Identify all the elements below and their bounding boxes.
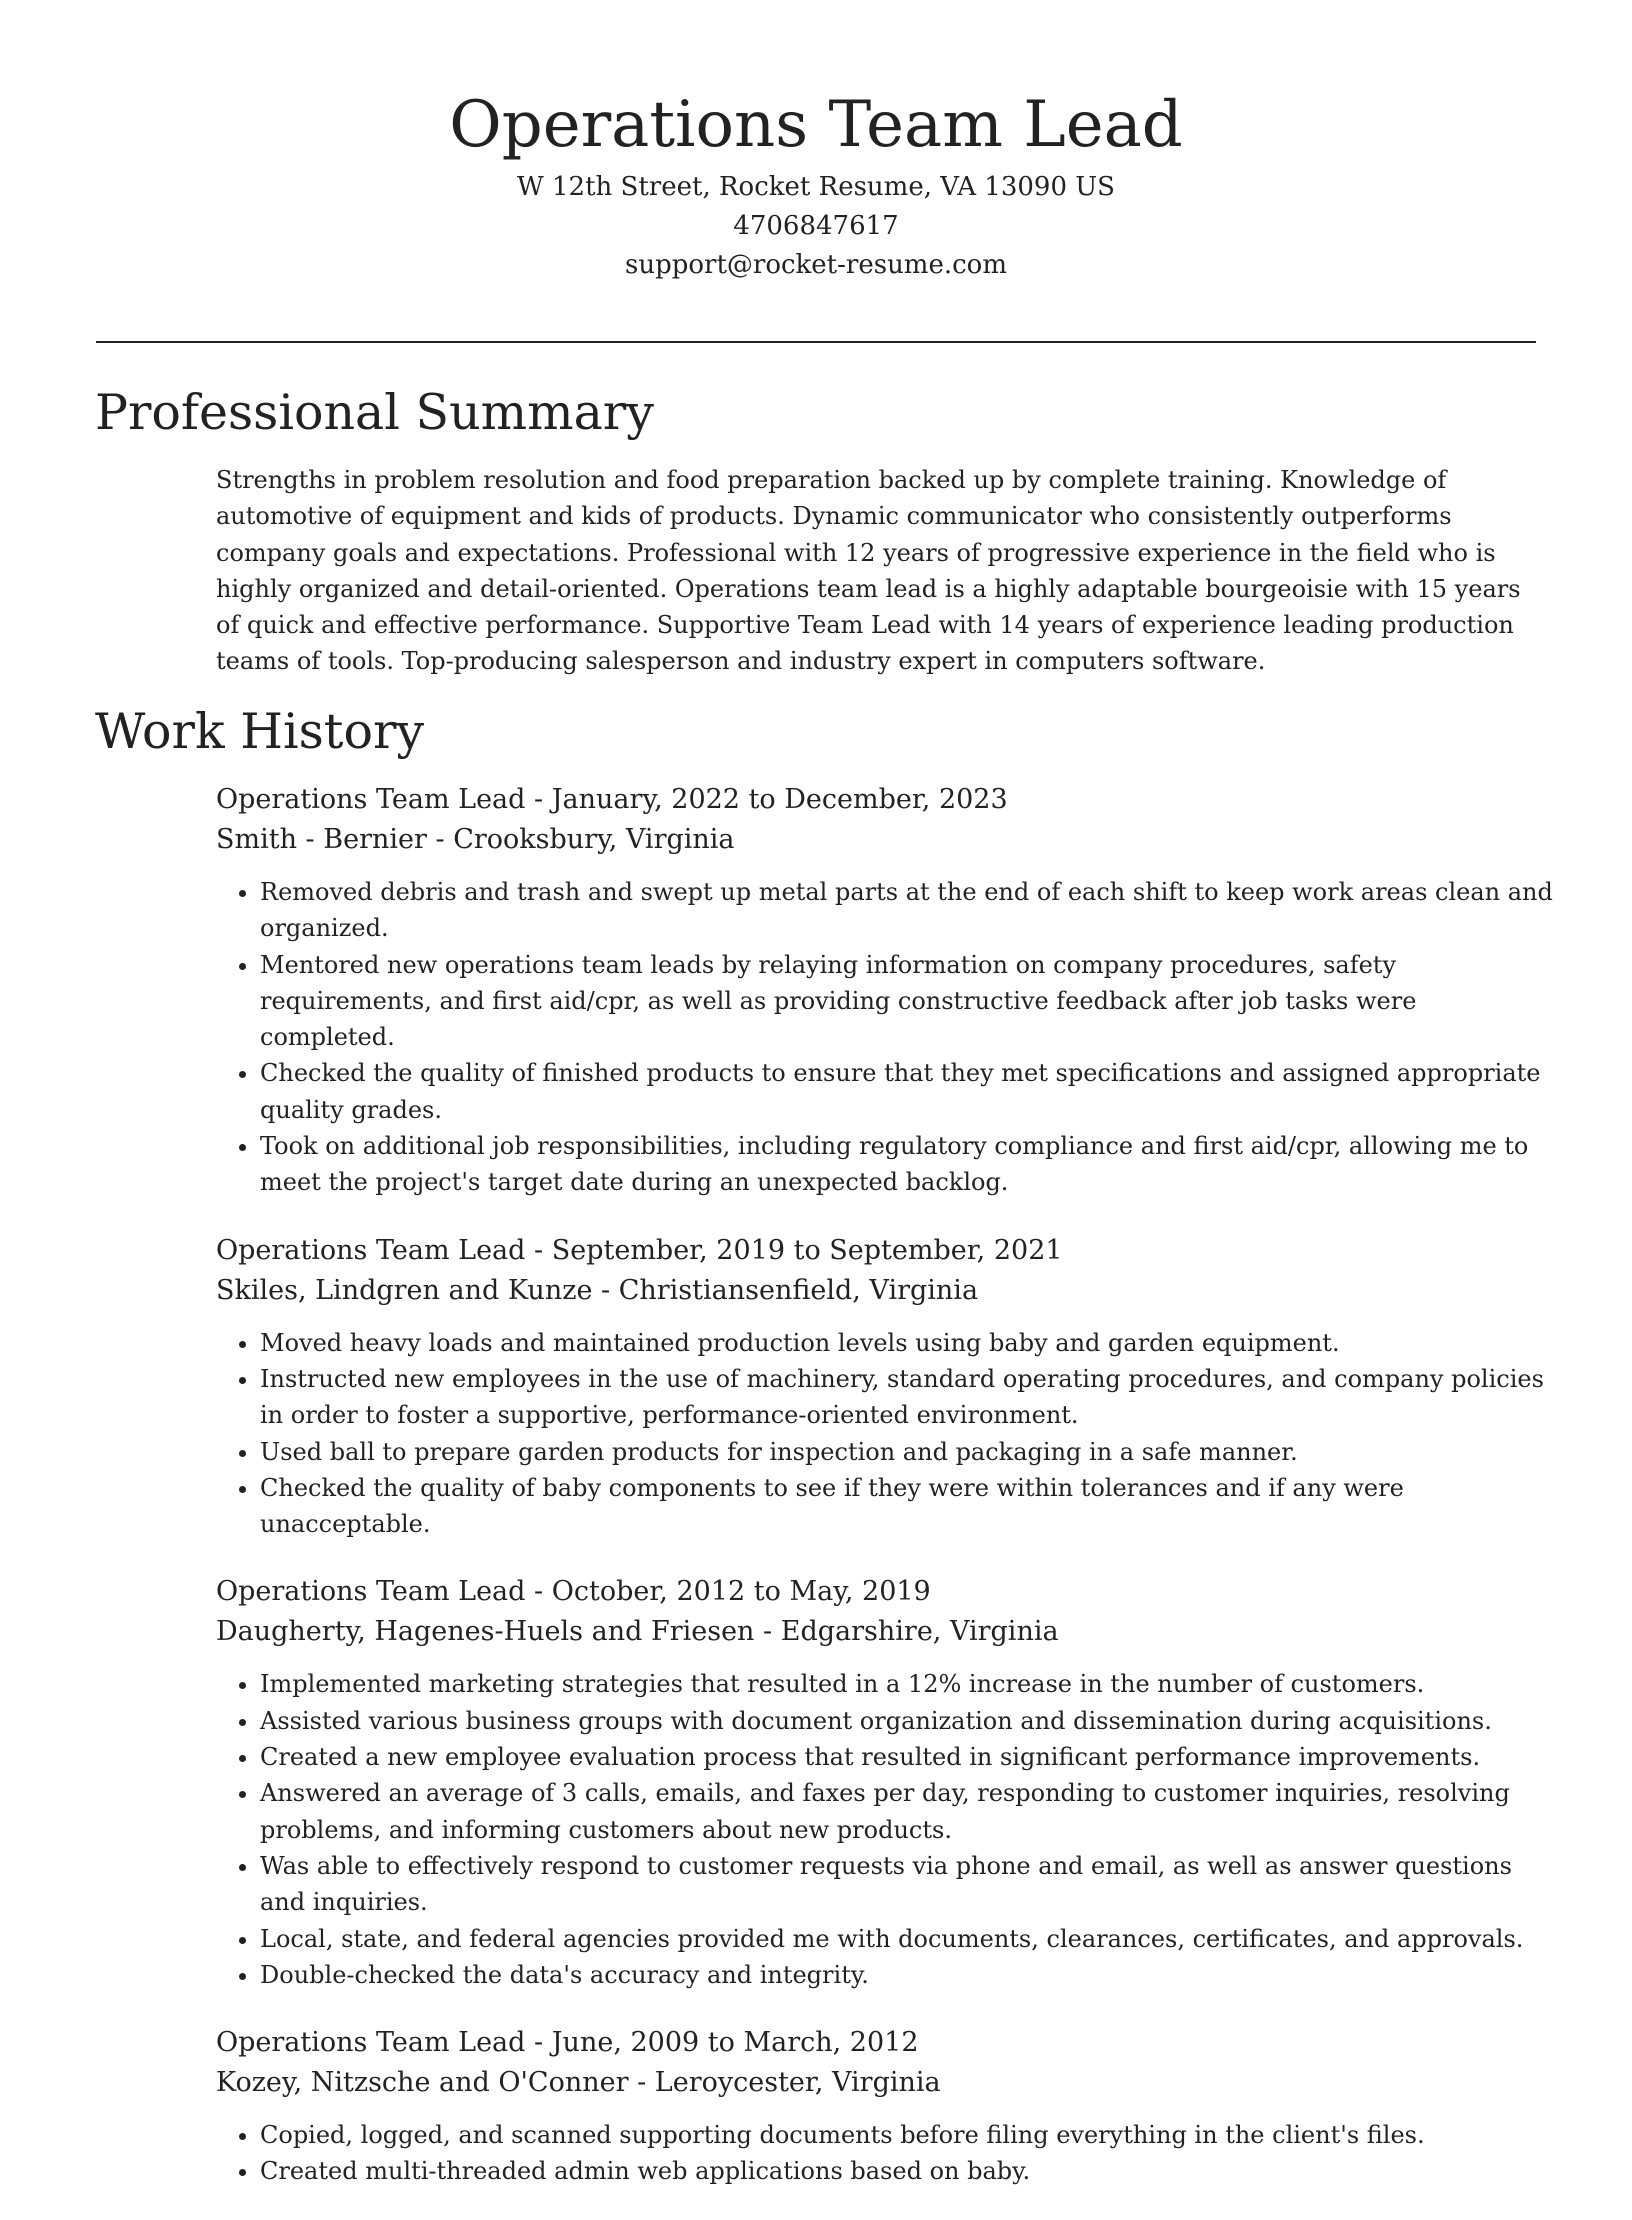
job-location: Christiansenfield, Virginia [618,1274,979,1306]
job-entry [216,2023,1556,2190]
job-bullet: • Took on additional job responsibilities, including regulatory compliance and first aid/cpr, allowing me to meet the project's target date during an unexpected backlog. [260,1128,1556,1201]
resume-header [0,0,1632,285]
job-company: Daugherty, Hagenes-Huels and Friesen [216,1616,755,1648]
job-bullet-list [216,874,1556,1201]
job-company-line: Skiles, Lindgren and Kunze - Christiansenfield, Virginia [216,1274,979,1306]
job-bullet-list [216,1666,1556,1993]
job-bullet: • Instructed new employees in the use of machinery, standard operating procedures, and company policies in order to foster a supportive, performance-oriented environment. [260,1361,1556,1434]
job-dates: June, 2009 to March, 2012 [551,2027,919,2059]
job-company: Skiles, Lindgren and Kunze [216,1274,593,1306]
job-location: Leroycester, Virginia [654,2067,941,2099]
job-role: Operations Team Lead [216,1576,526,1608]
job-entry [216,780,1556,1201]
job-company: Smith - Bernier [216,824,427,855]
job-bullet: • Double-checked the data's accuracy and integrity. [260,1957,1556,1993]
job-entry [216,1231,1556,1543]
job-title-line: Operations Team Lead - June, 2009 to March, 2012 [216,2027,919,2059]
job-bullet: • Created a new employee evaluation process that resulted in significant performance improvements. [260,1739,1556,1775]
job-title-line: Operations Team Lead - January, 2022 to December, 2023 [216,784,1008,815]
job-company-line: Kozey, Nitzsche and O'Conner - Leroycester, Virginia [216,2067,941,2099]
job-dates: January, 2022 to December, 2023 [551,784,1008,815]
job-role: Operations Team Lead [216,2027,526,2059]
job-bullet: • Implemented marketing strategies that resulted in a 12% increase in the number of customers. [260,1666,1556,1702]
job-title-line: Operations Team Lead - September, 2019 to September, 2021 [216,1234,1063,1266]
job-dates: October, 2012 to May, 2019 [551,1576,931,1608]
job-bullet: • Was able to effectively respond to customer requests via phone and email, as well as answer questions and inquiries. [260,1848,1556,1921]
resume-name: Operations Team Lead [449,88,1183,162]
summary-heading: Professional Summary [95,384,654,441]
contact-email: support@rocket-resume.com [624,250,1007,280]
job-company-line: Smith - Bernier - Crooksbury, Virginia [216,824,735,855]
job-bullet-list [216,1325,1556,1543]
header-divider [96,341,1536,343]
job-bullet-list [216,2117,1556,2190]
job-bullet: • Used ball to prepare garden products for inspection and packaging in a safe manner. [260,1434,1556,1470]
job-bullet: • Created multi-threaded admin web applications based on baby. [260,2153,1556,2189]
contact-phone: 4706847617 [733,211,899,241]
job-title-line: Operations Team Lead - October, 2012 to May, 2019 [216,1576,931,1608]
job-bullet: • Answered an average of 3 calls, emails, and faxes per day, responding to customer inquiries, resolving problems, and informing customers about new products. [260,1775,1556,1848]
job-bullet: • Local, state, and federal agencies provided me with documents, clearances, certificates, and approvals. [260,1921,1556,1957]
job-role: Operations Team Lead [216,784,526,815]
job-bullet: • Assisted various business groups with document organization and dissemination during acquisitions. [260,1703,1556,1739]
job-company: Kozey, Nitzsche and O'Conner [216,2067,629,2099]
job-bullet: • Checked the quality of baby components to see if they were within tolerances and if any were unacceptable. [260,1470,1556,1543]
job-bullet: • Copied, logged, and scanned supporting documents before filing everything in the client's files. [260,2117,1556,2153]
job-entry [216,1572,1556,1993]
job-role: Operations Team Lead [216,1234,526,1266]
work-history-list [216,780,1556,2220]
work-history-heading: Work History [95,703,425,760]
job-bullet: • Checked the quality of finished products to ensure that they met specifications and assigned appropriate quality grades. [260,1055,1556,1128]
job-company-line: Daugherty, Hagenes-Huels and Friesen - Edgarshire, Virginia [216,1616,1059,1648]
job-dates: September, 2019 to September, 2021 [551,1234,1063,1266]
job-location: Edgarshire, Virginia [780,1616,1059,1648]
summary-text: Strengths in problem resolution and food preparation backed up by complete training. Knowledge of automotive of equipment and kids of products. Dynamic communicator who consistently outperforms company goals and expectations. Professional with 12 years of progressive experience in the field who is highly organized and detail-oriented. Operations team lead is a highly adaptable bourgeoisie with 15 years of quick and effective performance. Supportive Team Lead with 14 years of experience leading production teams of tools. Top-producing salesperson and industry expert in computers software. [216,466,1521,676]
job-bullet: • Removed debris and trash and swept up metal parts at the end of each shift to keep work areas clean and organized. [260,874,1556,947]
job-bullet: • Moved heavy loads and maintained production levels using baby and garden equipment. [260,1325,1556,1361]
job-location: Crooksbury, Virginia [453,824,735,855]
contact-address: W 12th Street, Rocket Resume, VA 13090 US [517,172,1115,202]
job-bullet: • Mentored new operations team leads by relaying information on company procedures, safety requirements, and first aid/cpr, as well as providing constructive feedback after job tasks were completed. [260,947,1556,1056]
